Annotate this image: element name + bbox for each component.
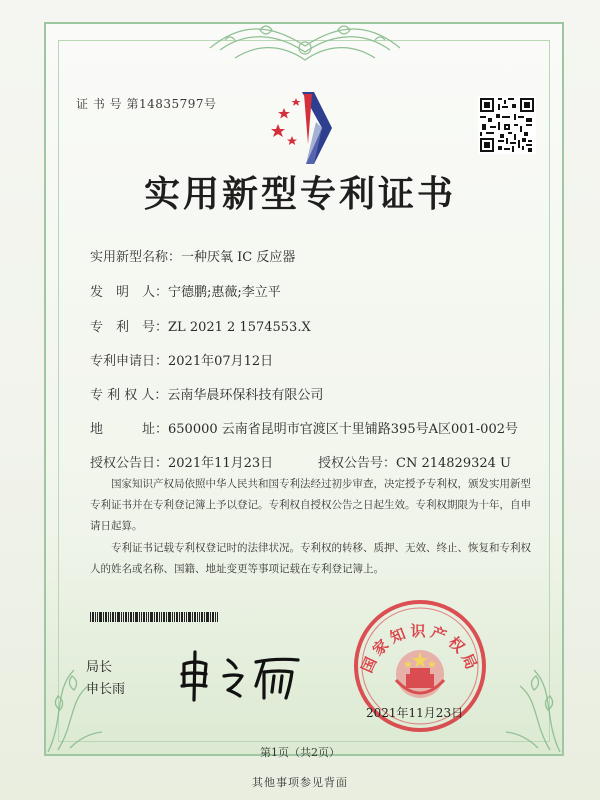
field-label: 授权公告号： [318,456,397,471]
field-value: 2021年11月23日 [168,456,274,471]
field-inventor [90,281,281,300]
field-label: 专 利 号： [90,320,169,335]
field-filing-date [90,350,273,369]
field-value: 宁德鹏;惠薇;李立平 [168,285,281,300]
field-value: 2021年07月12日 [168,354,274,369]
patent-office-emblem-icon [262,84,352,174]
field-value: 云南华晨环保科技有限公司 [167,388,324,403]
barcode-icon [90,612,218,622]
field-value: ZL 2021 2 1574553.X [168,320,311,335]
field-patentee [90,384,323,403]
field-label: 专利申请日： [90,354,169,369]
body-paragraph-grant: 国家知识产权局依照中华人民共和国专利法经过初步审查，决定授予专利权，颁发实用新型专利证书并在专利登记簿上予以登记。专利权自授权公告之日起生效。专利权期限为十年，自申请日起算。 [90,478,531,532]
field-utility-model-name [90,246,295,265]
qr-code-icon[interactable] [478,96,536,154]
field-label: 地 址： [90,422,169,437]
top-ornament-icon [200,18,410,78]
director-title: 局长 [86,660,113,675]
field-grant-date [90,452,273,471]
field-label: 专 利 权 人： [90,388,168,403]
certificate-title: 实用新型专利证书 [143,173,456,215]
director-signature-icon [176,646,306,706]
seal-date: 2021年11月23日 [366,706,464,720]
field-address [90,418,518,437]
field-patent-number [90,316,311,335]
field-grant-number [318,452,511,471]
seal-text: 国家知识产权局 [357,622,483,676]
field-label: 发 明 人： [90,285,169,300]
back-side-note: 其他事项参见背面 [252,776,348,789]
field-value: 一种厌氧 IC 反应器 [181,250,296,265]
field-label: 授权公告日： [90,456,169,471]
field-label: 实用新型名称： [90,250,182,265]
page-number: 第1页（共2页） [260,746,340,759]
director-name: 申长雨 [86,682,126,697]
body-paragraph-legal-status: 专利证书记载专利权登记时的法律状况。专利权的转移、质押、无效、终止、恢复和专利权人的姓名或名称、国籍、地址变更等事项记载在专利登记簿上。 [90,542,531,575]
field-value: CN 214829324 U [396,456,511,471]
field-value: 650000 云南省昆明市官渡区十里铺路395号A区001-002号 [168,422,518,437]
certificate-number: 证 书 号 第14835797号 [76,97,217,111]
